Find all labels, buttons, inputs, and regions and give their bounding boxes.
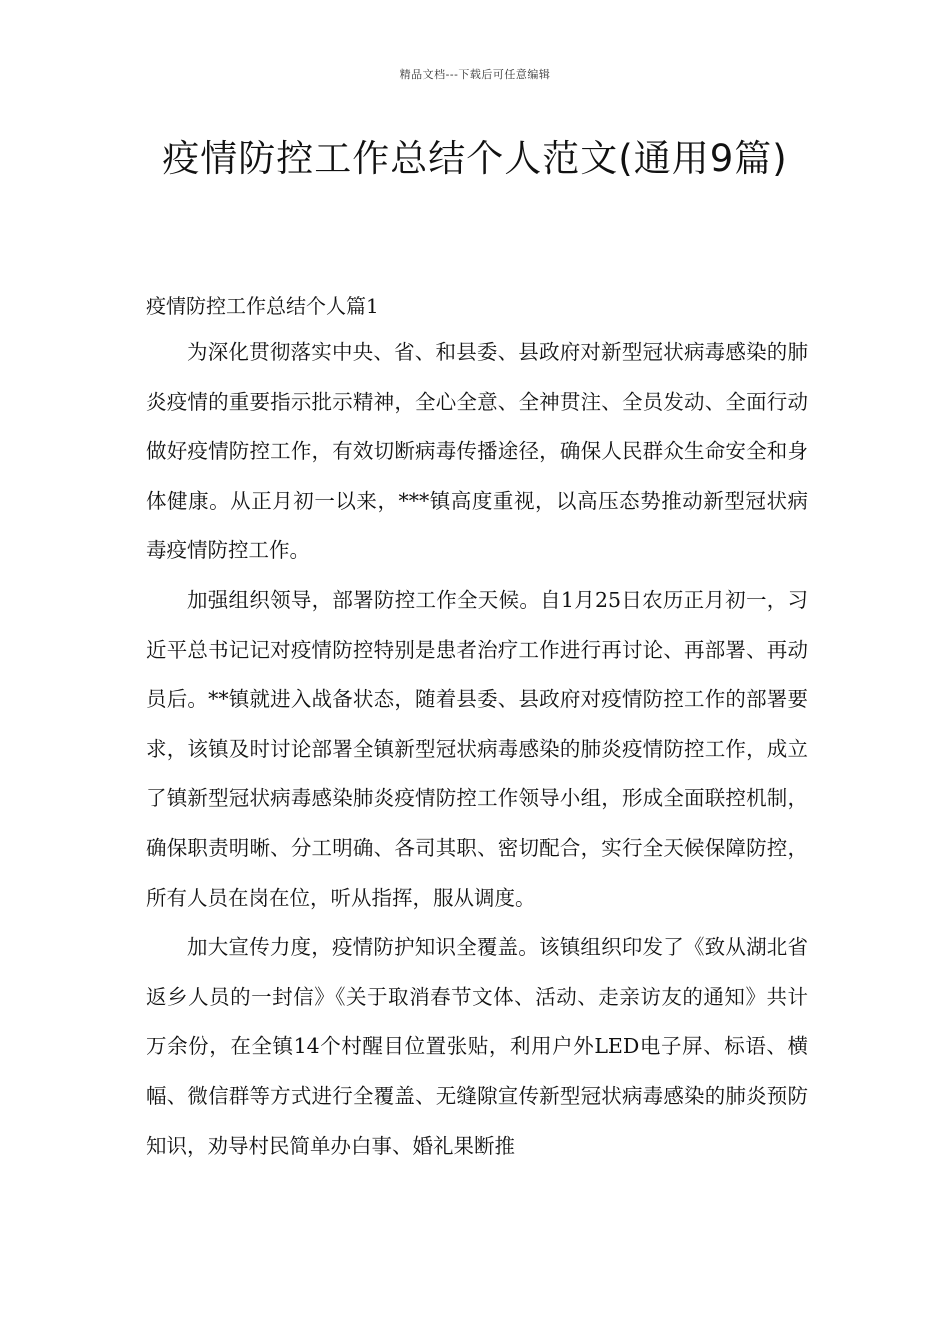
document-title: 疫情防控工作总结个人范文(通用9篇) bbox=[162, 137, 788, 180]
section-heading: 疫情防控工作总结个人篇1 bbox=[146, 294, 379, 318]
header-note: 精品文档---下载后可任意编辑 bbox=[399, 68, 551, 81]
paragraph: 加大宣传力度，疫情防护知识全覆盖。该镇组织印发了《致从湖北省返乡人员的一封信》《关于取消春节文体、活动、走亲访友的通知》共计万余份，在全镇14个村醒目位置张贴，利用户外LED电子屏、标语、横幅、微信群等方式进行全覆盖、无缝隙宣传新型冠状病毒感染的肺炎预防知识，劝导村民简单办白事、婚礼果断推 bbox=[146, 935, 808, 1158]
paragraph: 加强组织领导，部署防控工作全天候。自1月25日农历正月初一，习近平总书记记对疫情防控特别是患者治疗工作进行再讨论、再部署、再动员后。**镇就进入战备状态，随着县委、县政府对疫情防控工作的部署要求，该镇及时讨论部署全镇新型冠状病毒感染的肺炎疫情防控工作，成立了镇新型冠状病毒感染肺炎疫情防控工作领导小组，形成全面联控机制，确保职责明晰、分工明确、各司其职、密切配合，实行全天候保障防控，所有人员在岗在位，听从指挥，服从调度。 bbox=[146, 587, 808, 910]
paragraph: 为深化贯彻落实中央、省、和县委、县政府对新型冠状病毒感染的肺炎疫情的重要指示批示精神，全心全意、全神贯注、全员发动、全面行动做好疫情防控工作，有效切断病毒传播途径，确保人民群众生命安全和身体健康。从正月初一以来，***镇高度重视，以高压态势推动新型冠状病毒疫情防控工作。 bbox=[146, 340, 808, 563]
body-text bbox=[146, 328, 808, 1171]
